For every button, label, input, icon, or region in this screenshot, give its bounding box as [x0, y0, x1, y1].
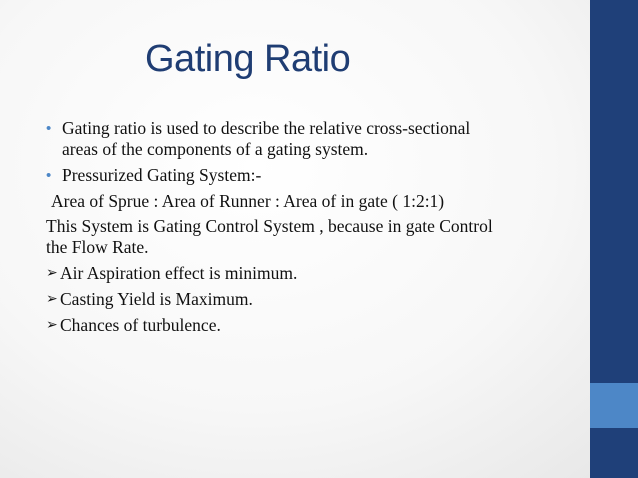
control-text-line: This System is Gating Control System , because in gate Control — [46, 216, 493, 236]
slide-title: Gating Ratio — [145, 38, 351, 80]
arrow-bullet-icon: ➢ — [46, 317, 58, 333]
arrow-bullet-icon: ➢ — [46, 291, 58, 307]
arrow-item — [46, 289, 586, 310]
control-text-line: the Flow Rate. — [46, 237, 149, 257]
bullet-text: Pressurized Gating System:- — [62, 165, 262, 185]
arrow-item — [46, 315, 586, 336]
bullet-dot-icon: • — [46, 167, 52, 184]
sidebar-decoration — [590, 0, 638, 478]
arrow-item — [46, 263, 586, 284]
slide-body — [46, 118, 586, 336]
bullet-item — [46, 165, 586, 186]
ratio-line: Area of Sprue : Area of Runner : Area of in gate ( 1:2:1) — [51, 191, 445, 211]
arrow-item-text: Air Aspiration effect is minimum. — [60, 263, 298, 283]
control-text — [46, 216, 586, 258]
bullet-dot-icon: • — [46, 120, 52, 137]
arrow-bullet-icon: ➢ — [46, 265, 58, 281]
bullet-item — [46, 118, 586, 160]
bullet-text-continued: areas of the components of a gating system. — [62, 139, 369, 159]
arrow-item-text: Chances of turbulence. — [60, 315, 221, 335]
bullet-text: Gating ratio is used to describe the relative cross-sectional — [62, 118, 471, 138]
sidebar-accent-block — [590, 383, 638, 428]
arrow-item-text: Casting Yield is Maximum. — [60, 289, 253, 309]
